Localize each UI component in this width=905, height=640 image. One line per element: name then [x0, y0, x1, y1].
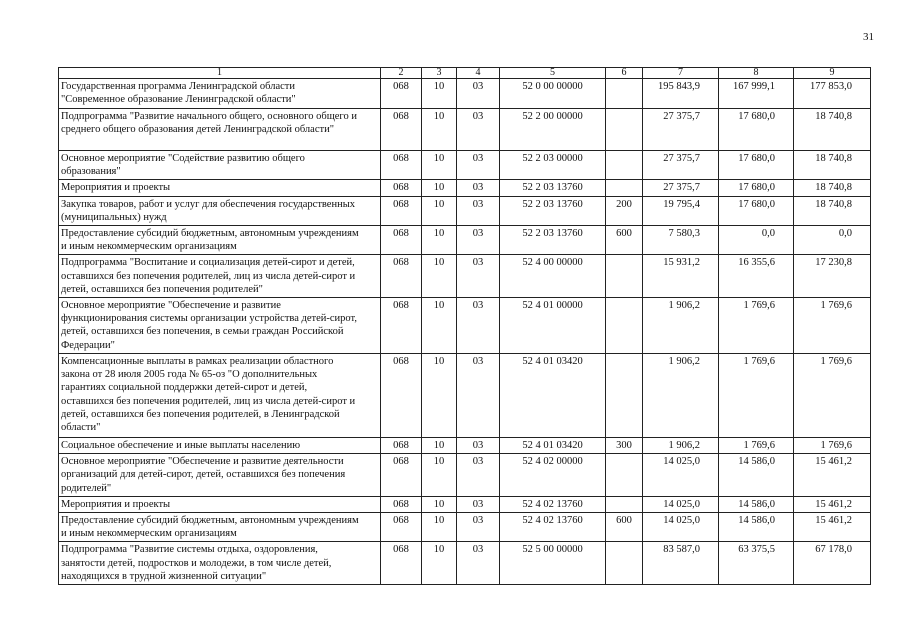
row-name-cell: Основное мероприятие "Обеспечение и развитие функционирования системы организации устройства детей-сирот, детей, оставшихся без попечения, в семьи граждан Российской Федерации"	[59, 298, 381, 354]
value-cell: 52 2 03 13760	[500, 226, 606, 255]
value-cell: 0,0	[719, 226, 794, 255]
value-cell: 52 4 02 00000	[500, 454, 606, 497]
row-name-cell: Мероприятия и проекты	[59, 496, 381, 512]
table-row	[59, 354, 871, 438]
row-name-cell: Социальное обеспечение и иные выплаты населению	[59, 438, 381, 454]
column-header: 7	[643, 68, 719, 79]
table-row	[59, 180, 871, 196]
value-cell: 068	[381, 151, 422, 180]
value-cell	[606, 180, 643, 196]
value-cell: 17 680,0	[719, 109, 794, 151]
value-cell: 03	[457, 496, 500, 512]
value-cell: 10	[422, 79, 457, 109]
value-cell: 068	[381, 454, 422, 497]
value-cell: 068	[381, 513, 422, 542]
table-row	[59, 454, 871, 497]
value-cell: 1 769,6	[794, 354, 871, 438]
value-cell: 10	[422, 354, 457, 438]
value-cell	[606, 255, 643, 298]
value-cell: 03	[457, 513, 500, 542]
column-header: 8	[719, 68, 794, 79]
value-cell: 19 795,4	[643, 196, 719, 225]
value-cell: 03	[457, 454, 500, 497]
value-cell: 14 025,0	[643, 454, 719, 497]
value-cell: 10	[422, 109, 457, 151]
value-cell: 03	[457, 226, 500, 255]
value-cell: 10	[422, 298, 457, 354]
page-number: 31	[863, 31, 874, 43]
value-cell: 1 769,6	[794, 298, 871, 354]
value-cell: 167 999,1	[719, 79, 794, 109]
value-cell: 16 355,6	[719, 255, 794, 298]
value-cell	[606, 542, 643, 585]
value-cell: 068	[381, 298, 422, 354]
value-cell: 200	[606, 196, 643, 225]
value-cell: 195 843,9	[643, 79, 719, 109]
table-row	[59, 542, 871, 585]
table-row	[59, 513, 871, 542]
value-cell: 068	[381, 255, 422, 298]
value-cell: 52 2 00 00000	[500, 109, 606, 151]
value-cell: 03	[457, 180, 500, 196]
value-cell	[606, 79, 643, 109]
value-cell: 177 853,0	[794, 79, 871, 109]
table-row	[59, 79, 871, 109]
value-cell: 10	[422, 196, 457, 225]
row-name-cell: Мероприятия и проекты	[59, 180, 381, 196]
value-cell: 03	[457, 109, 500, 151]
value-cell: 03	[457, 542, 500, 585]
value-cell: 10	[422, 255, 457, 298]
value-cell: 18 740,8	[794, 151, 871, 180]
value-cell: 17 230,8	[794, 255, 871, 298]
value-cell: 03	[457, 438, 500, 454]
column-header: 9	[794, 68, 871, 79]
value-cell: 10	[422, 542, 457, 585]
value-cell: 14 025,0	[643, 496, 719, 512]
value-cell: 068	[381, 180, 422, 196]
table-row	[59, 438, 871, 454]
table-row	[59, 196, 871, 225]
value-cell: 14 586,0	[719, 513, 794, 542]
row-name-cell: Подпрограмма "Развитие системы отдыха, оздоровления, занятости детей, подростков и молодежи, в том числе детей, находящихся в трудной жизненной ситуации"	[59, 542, 381, 585]
value-cell: 52 4 01 03420	[500, 354, 606, 438]
value-cell: 14 586,0	[719, 454, 794, 497]
value-cell: 068	[381, 496, 422, 512]
value-cell: 15 461,2	[794, 496, 871, 512]
value-cell: 17 680,0	[719, 180, 794, 196]
column-header: 3	[422, 68, 457, 79]
value-cell: 068	[381, 438, 422, 454]
table-row	[59, 298, 871, 354]
column-header: 6	[606, 68, 643, 79]
row-name-cell: Основное мероприятие "Обеспечение и развитие деятельности организаций для детей-сирот, детей, оставшихся без попечения родителей"	[59, 454, 381, 497]
value-cell	[606, 298, 643, 354]
row-name-cell: Подпрограмма "Воспитание и социализация детей-сирот и детей, оставшихся без попечения родителей, лиц из числа детей-сирот и детей, оставшихся без попечения родителей"	[59, 255, 381, 298]
value-cell: 068	[381, 226, 422, 255]
value-cell: 1 769,6	[719, 298, 794, 354]
row-name-cell: Подпрограмма "Развитие начального общего, основного общего и среднего общего образования детей Ленинградской области"	[59, 109, 381, 151]
value-cell: 67 178,0	[794, 542, 871, 585]
value-cell: 10	[422, 438, 457, 454]
row-name-cell: Государственная программа Ленинградской области "Современное образование Ленинградской области"	[59, 79, 381, 109]
value-cell: 18 740,8	[794, 109, 871, 151]
value-cell: 15 461,2	[794, 454, 871, 497]
value-cell: 27 375,7	[643, 180, 719, 196]
value-cell: 83 587,0	[643, 542, 719, 585]
value-cell: 600	[606, 226, 643, 255]
column-header: 2	[381, 68, 422, 79]
value-cell: 03	[457, 79, 500, 109]
table-row	[59, 151, 871, 180]
value-cell: 03	[457, 354, 500, 438]
column-header: 4	[457, 68, 500, 79]
value-cell: 03	[457, 196, 500, 225]
value-cell: 03	[457, 255, 500, 298]
value-cell: 52 2 03 00000	[500, 151, 606, 180]
table-row	[59, 226, 871, 255]
value-cell: 10	[422, 151, 457, 180]
value-cell: 0,0	[794, 226, 871, 255]
value-cell: 52 4 00 00000	[500, 255, 606, 298]
value-cell	[606, 496, 643, 512]
value-cell: 7 580,3	[643, 226, 719, 255]
value-cell: 52 4 02 13760	[500, 513, 606, 542]
budget-table	[58, 67, 871, 585]
value-cell: 10	[422, 454, 457, 497]
value-cell: 52 4 01 03420	[500, 438, 606, 454]
table-row	[59, 496, 871, 512]
value-cell: 52 4 01 00000	[500, 298, 606, 354]
row-name-cell: Компенсационные выплаты в рамках реализации областного закона от 28 июля 2005 года № 65-оз "О дополнительных гарантиях социальной поддержки детей-сирот и детей, оставшихся без попечения родителей, лиц из числа детей-сирот и детей, оставшихся без попечения родителей, в Ленинградской области"	[59, 354, 381, 438]
table-row	[59, 255, 871, 298]
row-name-cell: Предоставление субсидий бюджетным, автономным учреждениям и иным некоммерческим организациям	[59, 226, 381, 255]
value-cell: 15 461,2	[794, 513, 871, 542]
value-cell: 63 375,5	[719, 542, 794, 585]
value-cell: 1 769,6	[719, 438, 794, 454]
value-cell: 14 025,0	[643, 513, 719, 542]
value-cell: 068	[381, 542, 422, 585]
value-cell: 17 680,0	[719, 196, 794, 225]
value-cell: 1 906,2	[643, 298, 719, 354]
value-cell	[606, 354, 643, 438]
value-cell: 300	[606, 438, 643, 454]
row-name-cell: Закупка товаров, работ и услуг для обеспечения государственных (муниципальных) нужд	[59, 196, 381, 225]
value-cell: 52 2 03 13760	[500, 180, 606, 196]
value-cell: 03	[457, 298, 500, 354]
value-cell: 068	[381, 109, 422, 151]
value-cell: 068	[381, 354, 422, 438]
value-cell: 18 740,8	[794, 180, 871, 196]
value-cell: 1 769,6	[719, 354, 794, 438]
value-cell: 600	[606, 513, 643, 542]
value-cell	[606, 109, 643, 151]
value-cell: 03	[457, 151, 500, 180]
value-cell: 52 0 00 00000	[500, 79, 606, 109]
value-cell: 10	[422, 513, 457, 542]
value-cell: 10	[422, 180, 457, 196]
value-cell: 52 2 03 13760	[500, 196, 606, 225]
value-cell: 52 4 02 13760	[500, 496, 606, 512]
value-cell: 27 375,7	[643, 109, 719, 151]
column-header: 1	[59, 68, 381, 79]
table-header-row	[59, 68, 871, 79]
value-cell: 10	[422, 496, 457, 512]
value-cell: 10	[422, 226, 457, 255]
value-cell: 1 769,6	[794, 438, 871, 454]
value-cell: 14 586,0	[719, 496, 794, 512]
value-cell: 1 906,2	[643, 438, 719, 454]
value-cell: 27 375,7	[643, 151, 719, 180]
value-cell: 068	[381, 196, 422, 225]
column-header: 5	[500, 68, 606, 79]
table-row	[59, 109, 871, 151]
value-cell: 068	[381, 79, 422, 109]
value-cell: 15 931,2	[643, 255, 719, 298]
value-cell	[606, 151, 643, 180]
value-cell: 18 740,8	[794, 196, 871, 225]
value-cell: 1 906,2	[643, 354, 719, 438]
value-cell: 17 680,0	[719, 151, 794, 180]
row-name-cell: Основное мероприятие "Содействие развитию общего образования"	[59, 151, 381, 180]
value-cell	[606, 454, 643, 497]
value-cell: 52 5 00 00000	[500, 542, 606, 585]
row-name-cell: Предоставление субсидий бюджетным, автономным учреждениям и иным некоммерческим организациям	[59, 513, 381, 542]
